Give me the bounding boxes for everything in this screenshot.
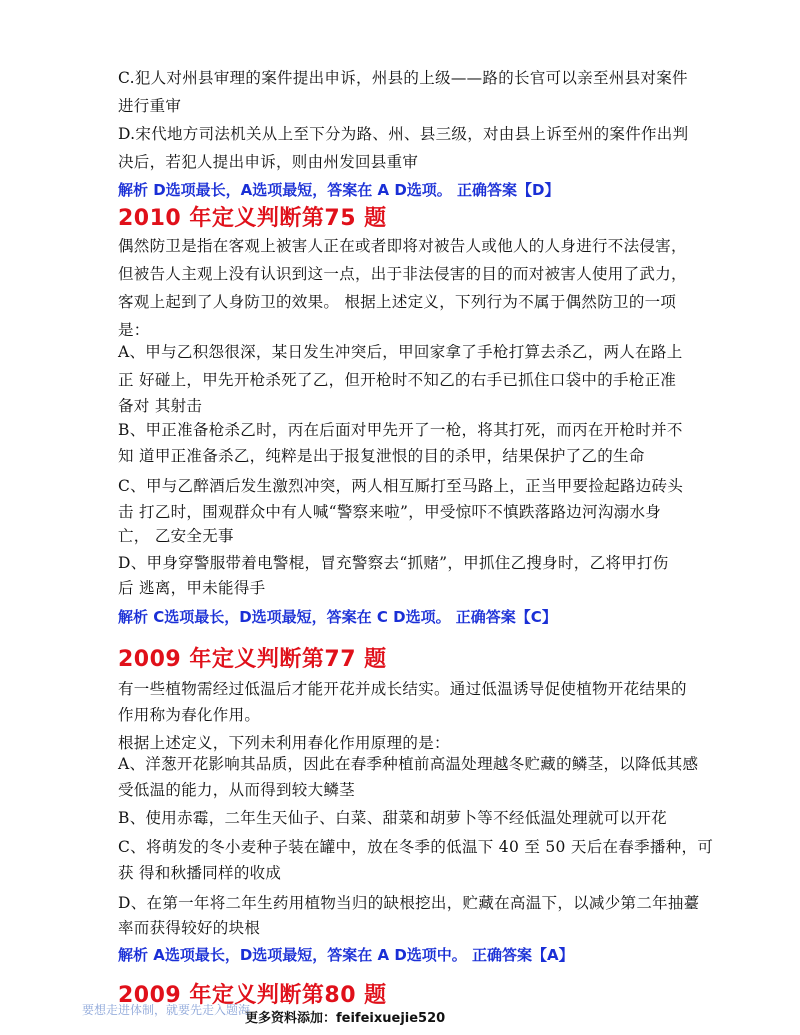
prev-option-d-line1: D.宋代地方司法机关从上至下分为路、州、县三级，对由县上诉至州的案件作出判	[118, 125, 689, 143]
q77-option-c-line2: 获 得和秋播同样的收成	[118, 864, 282, 882]
prev-option-c-line1: C.犯人对州县审理的案件提出申诉，州县的上级——路的长官可以亲至州县对案件	[118, 69, 688, 87]
q77-stem-line1: 有一些植物需经过低温后才能开花并成长结实。通过低温诱导促使植物开花结果的	[118, 680, 687, 698]
q80-heading: 2009 年定义判断第80 题	[118, 983, 387, 1008]
q77-option-d-line1: D、在第一年将二年生药用植物当归的缺根挖出，贮藏在高温下，以减少第二年抽薹	[118, 894, 700, 912]
q75-stem-line2: 但被告人主观上没有认识到这一点，出于非法侵害的目的而对被害人使用了武力，	[118, 265, 687, 283]
q75-option-c-line2: 击 打乙时，围观群众中有人喊“警察来啦”，甲受惊吓不慎跌落路边河沟溺水身	[118, 503, 662, 521]
q77-answer: 解析 A选项最长，D选项最短，答案在 A D选项中。 正确答案【A】	[118, 946, 574, 964]
q77-prompt: 根据上述定义，下列未利用春化作用原理的是：	[118, 734, 450, 752]
q75-option-d-line1: D、甲身穿警服带着电警棍，冒充警察去“抓赌”，甲抓住乙搜身时，乙将甲打伤	[118, 554, 669, 572]
prev-option-d-line2: 决后，若犯人提出申诉，则由州发回县重审	[118, 153, 419, 171]
q75-heading: 2010 年定义判断第75 题	[118, 206, 387, 231]
q77-option-c-line1: C、将萌发的冬小麦种子装在罐中，放在冬季的低温下 40 至 50 天后在春季播种，可	[118, 838, 714, 856]
q75-option-b-line1: B、甲正准备枪杀乙时，丙在后面对甲先开了一枪，将其打死，而丙在开枪时并不	[118, 421, 683, 439]
q75-stem-line1: 偶然防卫是指在客观上被害人正在或者即将对被告人或他人的人身进行不法侵害，	[118, 237, 687, 255]
q77-stem-line2: 作用称为春化作用。	[118, 706, 261, 724]
q75-option-a-line1: A、甲与乙积怨很深，某日发生冲突后，甲回家拿了手枪打算去杀乙，两人在路上	[118, 343, 683, 361]
q75-option-c-line1: C、甲与乙醉酒后发生激烈冲突，两人相互厮打至马路上，正当甲要捡起路边砖头	[118, 477, 684, 495]
q75-stem-line4: 是：	[118, 321, 150, 339]
q77-option-a-line2: 受低温的能力，从而得到较大鳞茎	[118, 781, 356, 799]
footer-contact: 更多资料添加：feifeixuejie520	[245, 1011, 446, 1026]
prev-answer: 解析 D选项最长，A选项最短，答案在 A D选项。 正确答案【D】	[118, 181, 560, 199]
q75-option-d-line2: 后 逃离，甲未能得手	[118, 579, 266, 597]
q75-stem-line3: 客观上起到了人身防卫的效果。 根据上述定义，下列行为不属于偶然防卫的一项	[118, 293, 677, 311]
q77-option-b-line1: B、使用赤霉，二年生天仙子、白菜、甜菜和胡萝卜等不经低温处理就可以开花	[118, 809, 667, 827]
q77-option-a-line1: A、洋葱开花影响其品质，因此在春季种植前高温处理越冬贮藏的鳞茎，以降低其感	[118, 755, 699, 773]
footer-watermark: 要想走进体制，就要先走入题海	[82, 1003, 251, 1017]
q75-option-c-line3: 亡， 乙安全无事	[118, 527, 234, 545]
q77-option-d-line2: 率而获得较好的块根	[118, 919, 261, 937]
q75-option-b-line2: 知 道甲正准备杀乙，纯粹是出于报复泄恨的目的杀甲，结果保护了乙的生命	[118, 447, 645, 465]
q75-answer: 解析 C选项最长，D选项最短，答案在 C D选项。 正确答案【C】	[118, 608, 557, 626]
q75-option-a-line2: 正 好碰上，甲先开枪杀死了乙，但开枪时不知乙的右手已抓住口袋中的手枪正准	[118, 371, 677, 389]
prev-option-c-line2: 进行重审	[118, 97, 182, 115]
q77-heading: 2009 年定义判断第77 题	[118, 647, 387, 672]
q75-option-a-line3: 备对 其射击	[118, 397, 203, 415]
